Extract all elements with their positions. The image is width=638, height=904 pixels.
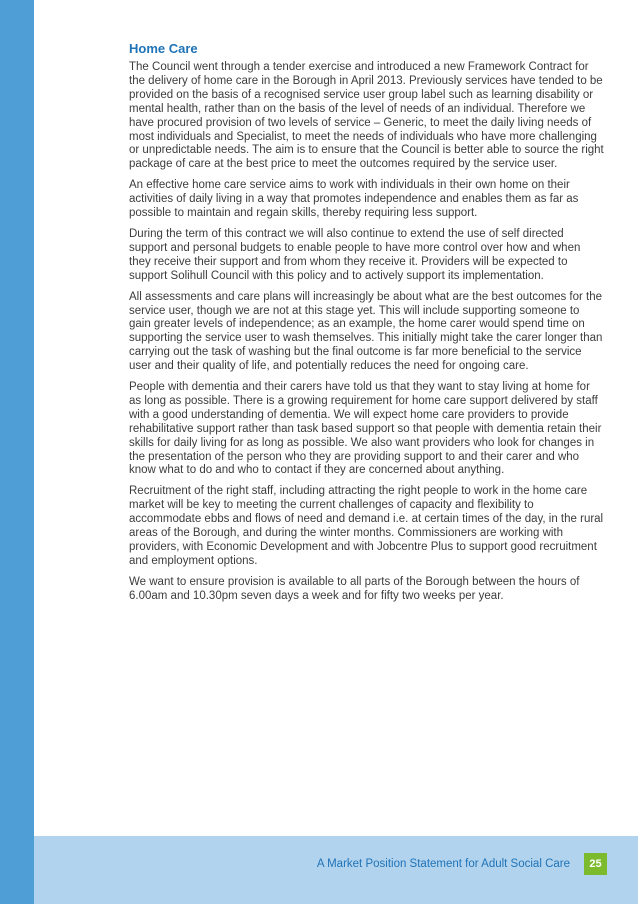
- paragraph-recruitment: Recruitment of the right staff, including attracting the right people to work in the home care market will be key to meeting the current challenges of capacity and flexibility to accommodate ebbs and flows of need and demand i.e. at certain times of the day, in the rural areas of the Borough, and during the winter months. Commissioners are working with providers, with Economic Development and with Jobcentre Plus to support good recruitment and employment options.: [129, 485, 604, 567]
- paragraph-effective-service: An effective home care service aims to work with individuals in their own home on their activities of daily living in a way that promotes independence and enables them as far as possible to maintain and regain skills, thereby requiring less support.: [129, 179, 579, 220]
- paragraph-framework-contract: The Council went through a tender exercise and introduced a new Framework Contract for the delivery of home care in the Borough in April 2013. Previously services have tended to be provided on the basis of a recognised service user group label such as learning disability or mental health, rather than on the basis of the level of needs of an individual. Therefore we have procured provision of two levels of service – Generic, to meet the daily living needs of most individuals and Specialist, to meet the needs of individuals who have more challenging or unpredictable needs. The aim is to ensure that the Council is better able to source the right package of care at the best price to meet the outcomes required by the service user.: [129, 61, 604, 171]
- footer-document-title: A Market Position Statement for Adult Social Care: [316, 858, 570, 870]
- paragraph-assessments-outcomes: All assessments and care plans will increasingly be about what are the best outcomes for the service user, though we are not at this stage yet. This will include supporting someone to gain greater levels of independence; as an example, the home carer would spend time on supporting the service user to wash themselves. This initially might take the carer longer than carrying out the task of washing but the final outcome is far more beneficial to the service user and their quality of life, and potentially reduces the need for ongoing care.: [129, 290, 603, 373]
- paragraph-dementia: People with dementia and their carers have told us that they want to stay living at home for as long as possible. There is a growing requirement for home care support delivered by staff with a good understanding of dementia. We will expect home care providers to provide rehabilitative support rather than task based support so that people with dementia retain their skills for daily living for as long as possible. We also want providers who look for changes in the presentation of the person who they are providing support to and their carer and who know what to do and who to contact if they are concerned about anything.: [129, 381, 602, 477]
- section-heading: Home Care: [129, 41, 198, 56]
- paragraph-self-directed-support: During the term of this contract we will also continue to extend the use of self directed support and personal budgets to enable people to have more control over how and when they receive their support and from whom they receive it. Providers will be expected to support Solihull Council with this policy and to actively support its implementation.: [129, 227, 581, 282]
- footer-band: [34, 836, 638, 904]
- paragraph-provision-hours: We want to ensure provision is available to all parts of the Borough between the hours of 6.00am and 10.30pm seven days a week and for fifty two weeks per year.: [129, 575, 580, 602]
- left-accent-bar: [0, 0, 34, 904]
- main-content: [129, 41, 604, 611]
- page-number-badge: 25: [584, 853, 607, 875]
